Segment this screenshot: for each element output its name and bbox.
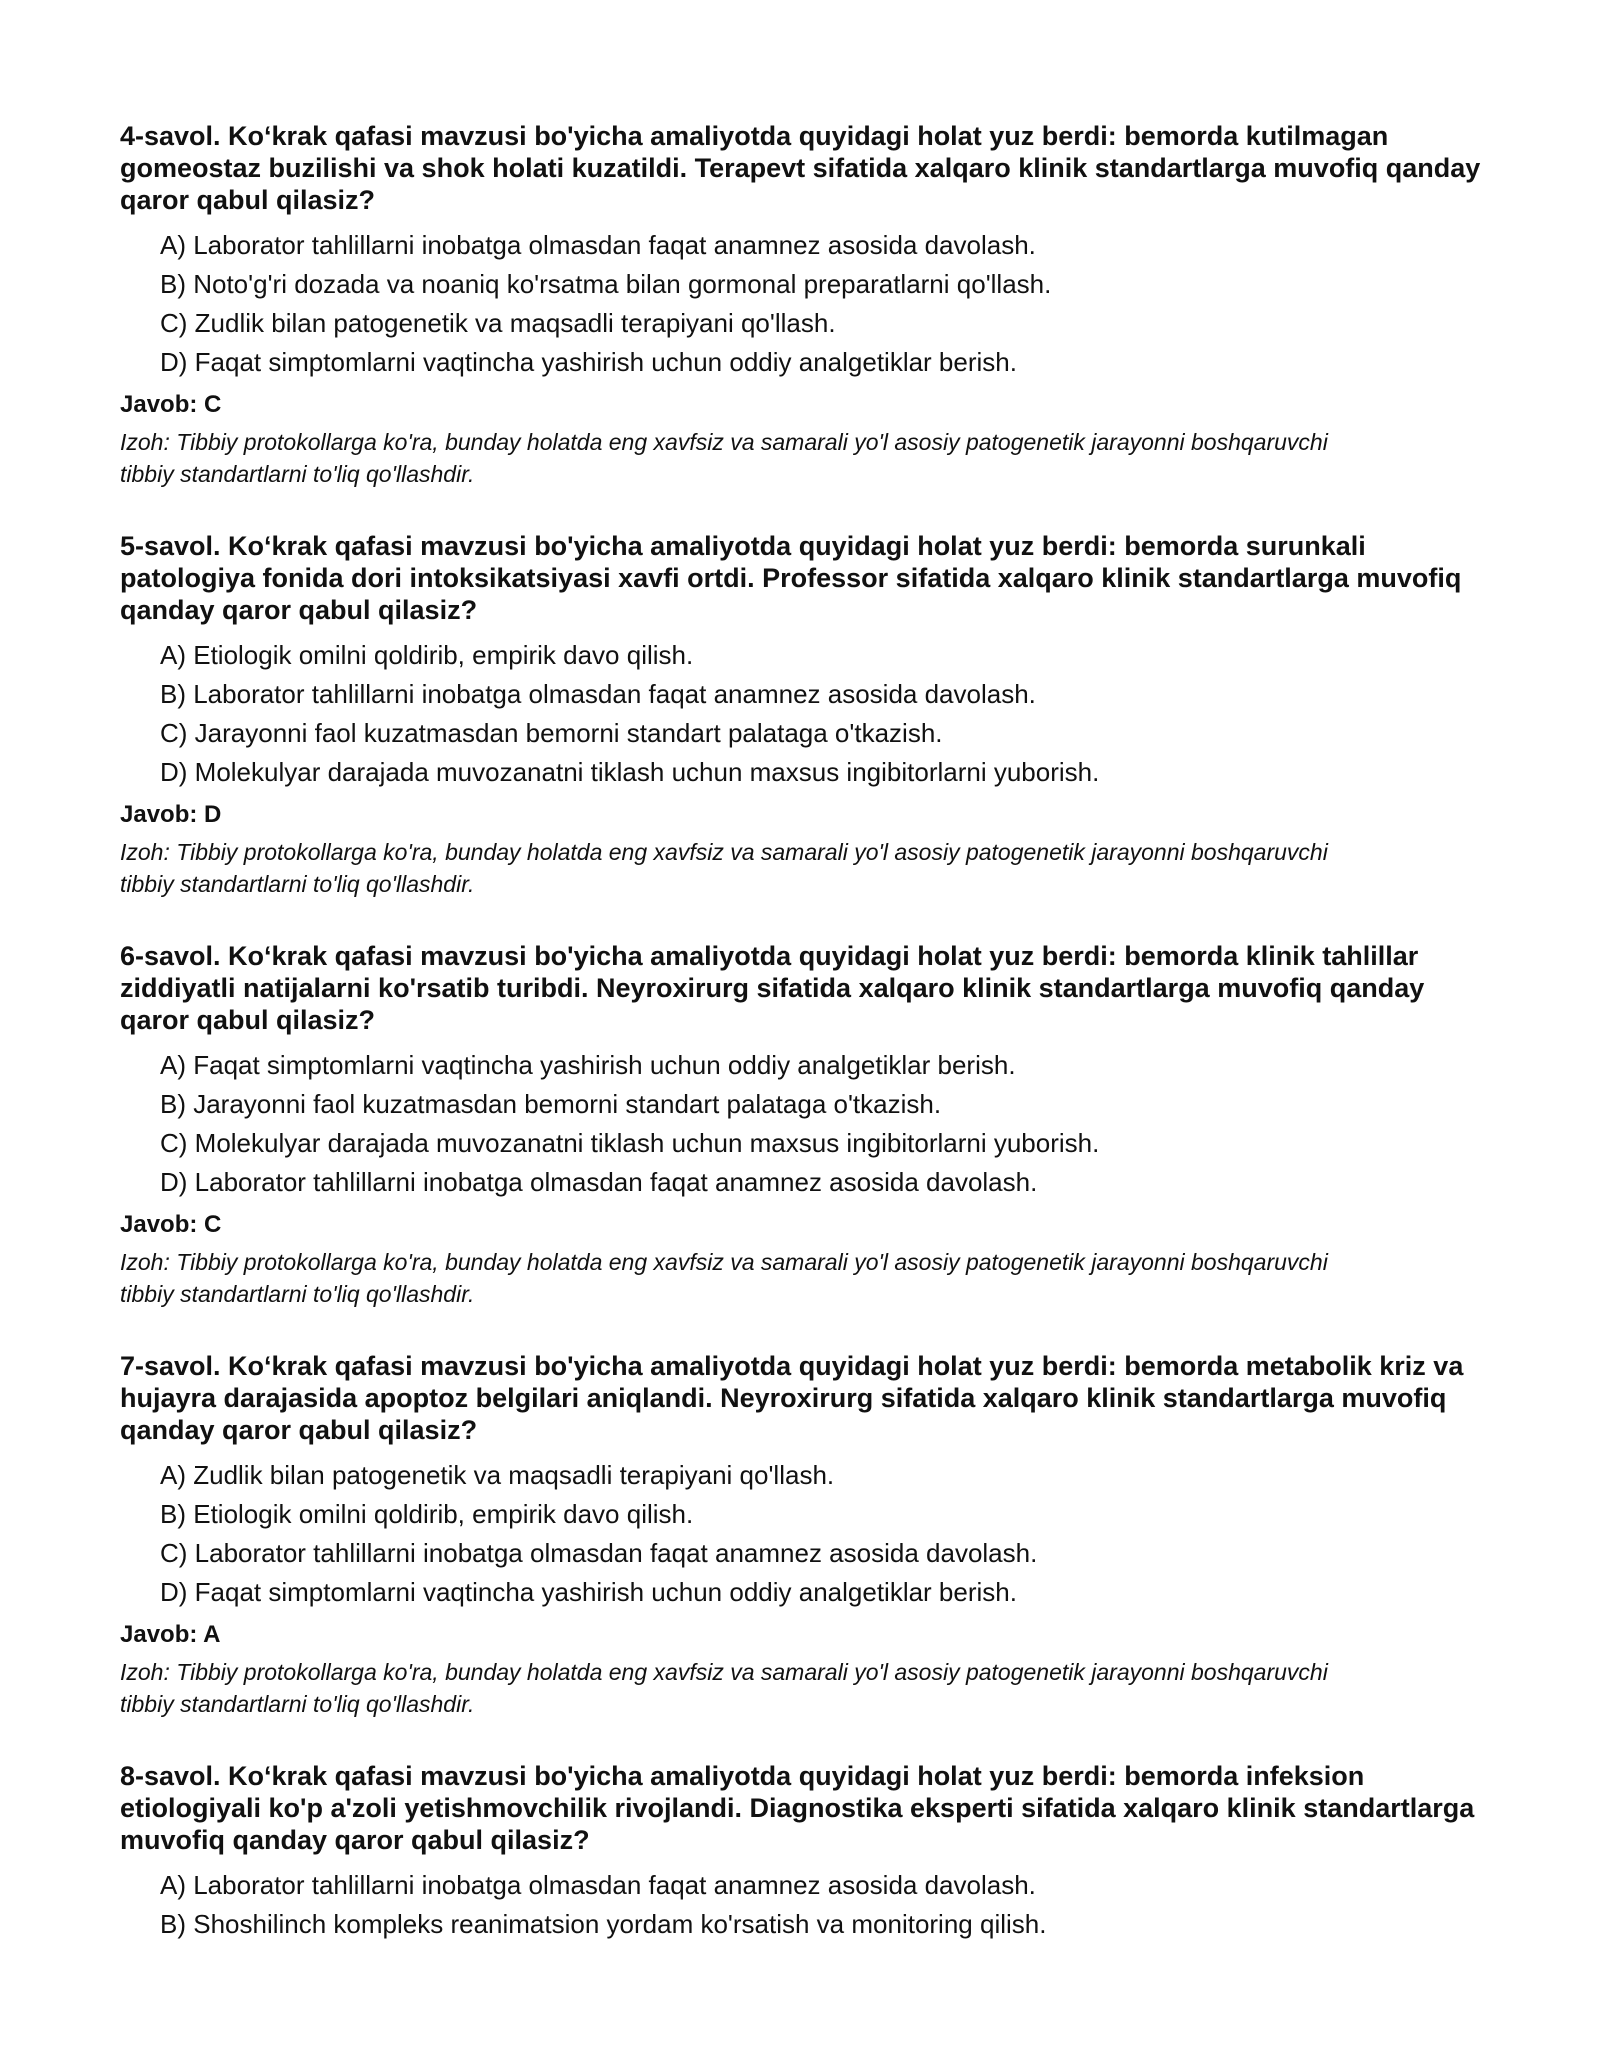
option-a: A) Zudlik bilan patogenetik va maqsadli terapiyani qo'llash. (160, 1460, 835, 1490)
option-c: C) Laborator tahlillarni inobatga olmasdan faqat anamnez asosida davolash. (160, 1538, 1038, 1568)
option-c: C) Molekulyar darajada muvozanatni tiklash uchun maxsus ingibitorlarni yuborish. (160, 1128, 1100, 1158)
question-title: 5-savol. Ko‘krak qafasi mavzusi bo'yicha amaliyotda quyidagi holat yuz berdi: bemorda surunkali patologiya fonida dori intoksikatsiyasi xavfi ortdi. Professor sifatida xalqaro klinik standartlarga muvofiq qanday qaror qabul qilasiz? (120, 531, 1462, 625)
question-title: 7-savol. Ko‘krak qafasi mavzusi bo'yicha amaliyotda quyidagi holat yuz berdi: bemorda metabolik kriz va hujayra darajasida apoptoz belgilari aniqlandi. Neyroxirurg sifatida xalqaro klinik standartlarga muvofiq qanday qaror qabul qilasiz? (120, 1351, 1464, 1445)
option-b: B) Shoshilinch kompleks reanimatsion yordam ko'rsatish va monitoring qilish. (160, 1909, 1047, 1939)
option-a: A) Etiologik omilni qoldirib, empirik davo qilish. (160, 640, 694, 670)
question-title: 8-savol. Ko‘krak qafasi mavzusi bo'yicha amaliyotda quyidagi holat yuz berdi: bemorda infeksion etiologiyali ko'p a'zoli yetishmovchilik rivojlandi. Diagnostika eksperti sifatida xalqaro klinik standartlarga muvofiq qanday qaror qabul qilasiz? (120, 1761, 1475, 1855)
question-title: 4-savol. Ko‘krak qafasi mavzusi bo'yicha amaliyotda quyidagi holat yuz berdi: bemorda kutilmagan gomeostaz buzilishi va shok holati kuzatildi. Terapevt sifatida xalqaro klinik standartlarga muvofiq qanday qaror qabul qilasiz? (120, 121, 1481, 215)
question-6 (120, 940, 1490, 1310)
question-5 (120, 530, 1490, 900)
answer: Javob: C (120, 391, 222, 418)
option-c: C) Zudlik bilan patogenetik va maqsadli terapiyani qo'llash. (160, 308, 836, 338)
option-list (120, 636, 1490, 792)
document-page (120, 120, 1490, 1984)
option-b: B) Laborator tahlillarni inobatga olmasdan faqat anamnez asosida davolash. (160, 679, 1036, 709)
option-d: D) Laborator tahlillarni inobatga olmasdan faqat anamnez asosida davolash. (160, 1167, 1038, 1197)
explanation: Izoh: Tibbiy protokollarga ko'ra, bunday holatda eng xavfsiz va samarali yo'l asosiy patogenetik jarayonni boshqaruvchi tibbiy standartlarni to'liq qo'llashdir. (120, 1249, 1328, 1307)
option-d: D) Faqat simptomlarni vaqtincha yashirish uchun oddiy analgetiklar berish. (160, 1577, 1017, 1607)
question-title: 6-savol. Ko‘krak qafasi mavzusi bo'yicha amaliyotda quyidagi holat yuz berdi: bemorda klinik tahlillar ziddiyatli natijalarni ko'rsatib turibdi. Neyroxirurg sifatida xalqaro klinik standartlarga muvofiq qanday qaror qabul qilasiz? (120, 941, 1425, 1035)
option-a: A) Laborator tahlillarni inobatga olmasdan faqat anamnez asosida davolash. (160, 1870, 1036, 1900)
answer: Javob: A (120, 1621, 221, 1648)
question-7 (120, 1350, 1490, 1720)
question-8 (120, 1760, 1490, 1944)
option-a: A) Faqat simptomlarni vaqtincha yashirish uchun oddiy analgetiklar berish. (160, 1050, 1016, 1080)
explanation: Izoh: Tibbiy protokollarga ko'ra, bunday holatda eng xavfsiz va samarali yo'l asosiy patogenetik jarayonni boshqaruvchi tibbiy standartlarni to'liq qo'llashdir. (120, 1659, 1328, 1717)
question-4 (120, 120, 1490, 490)
option-c: C) Jarayonni faol kuzatmasdan bemorni standart palataga o'tkazish. (160, 718, 943, 748)
option-list (120, 1046, 1490, 1202)
option-list (120, 1866, 1490, 1944)
option-b: B) Jarayonni faol kuzatmasdan bemorni standart palataga o'tkazish. (160, 1089, 942, 1119)
option-list (120, 226, 1490, 382)
option-d: D) Faqat simptomlarni vaqtincha yashirish uchun oddiy analgetiklar berish. (160, 347, 1017, 377)
option-b: B) Etiologik omilni qoldirib, empirik davo qilish. (160, 1499, 694, 1529)
explanation: Izoh: Tibbiy protokollarga ko'ra, bunday holatda eng xavfsiz va samarali yo'l asosiy patogenetik jarayonni boshqaruvchi tibbiy standartlarni to'liq qo'llashdir. (120, 839, 1328, 897)
option-list (120, 1456, 1490, 1612)
option-d: D) Molekulyar darajada muvozanatni tiklash uchun maxsus ingibitorlarni yuborish. (160, 757, 1100, 787)
explanation: Izoh: Tibbiy protokollarga ko'ra, bunday holatda eng xavfsiz va samarali yo'l asosiy patogenetik jarayonni boshqaruvchi tibbiy standartlarni to'liq qo'llashdir. (120, 429, 1328, 487)
option-a: A) Laborator tahlillarni inobatga olmasdan faqat anamnez asosida davolash. (160, 230, 1036, 260)
option-b: B) Noto'g'ri dozada va noaniq ko'rsatma bilan gormonal preparatlarni qo'llash. (160, 269, 1052, 299)
answer: Javob: C (120, 1211, 222, 1238)
answer: Javob: D (120, 801, 222, 828)
